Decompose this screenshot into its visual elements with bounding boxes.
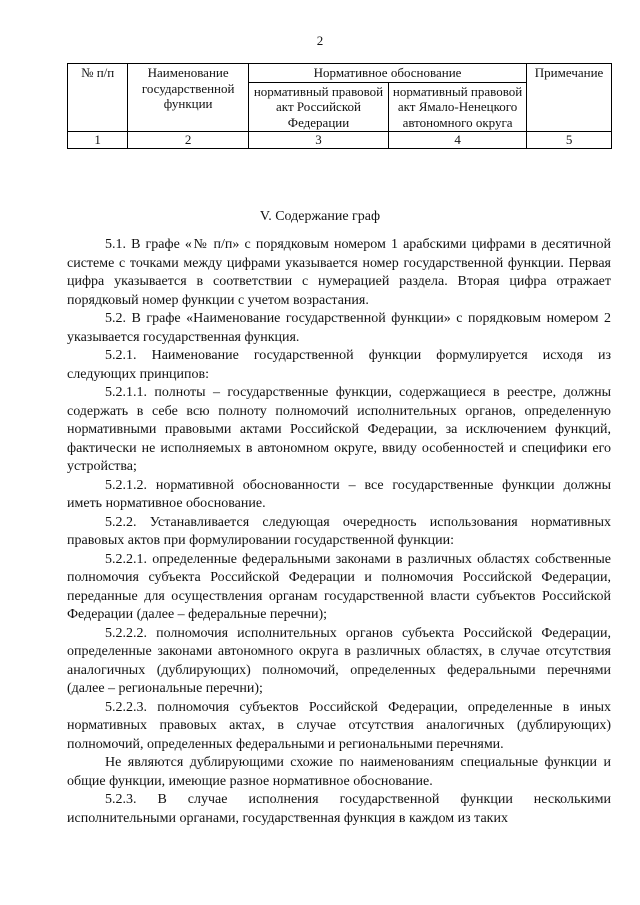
col-basis-rf-header: нормативный правовой акт Российской Федерации (248, 82, 388, 132)
paragraph-5-2-3: 5.2.3. В случае исполнения государственной функции несколькими исполнительными органами, государственная функция в каждом из таких (67, 792, 611, 826)
paragraph-5-1: 5.1. В графе «№ п/п» с порядковым номером 1 арабскими цифрами в десятичной системе с точками между цифрами указывается номер государственной функции. Первая цифра указывается в соответствии с нумерацией раздела. Вторая цифра отражает порядковый номер функции с учетом возрастания. (67, 237, 611, 308)
paragraph-5-2-1-2: 5.2.1.2. нормативной обоснованности – все государственные функции должны иметь нормативное обоснование. (67, 477, 611, 511)
paragraph-5-2-2: 5.2.2. Устанавливается следующая очередность использования нормативных правовых актов при формулировании государственной функции: (67, 514, 611, 548)
paragraph-5-2-2-2: 5.2.2.2. полномочия исполнительных органов субъекта Российской Федерации, определенные законами автономного округа в различных областях, в случае отсутствия аналогичных (дублирующих) полномочий, определенных федеральными перечнями (далее – региональные перечни); (67, 625, 611, 696)
col-number-3: 3 (248, 132, 388, 149)
page-number: 2 (316, 33, 324, 48)
paragraph-5-2-1-1: 5.2.1.1. полноты – государственные функции, содержащиеся в реестре, должны содержать в себе всю полноту полномочий исполнительных органов, определенную нормативными правовыми актами Российской Федерации, за исключением функций, фактически не исполняемых в автономном округе, ввиду особенностей и специфики его устройства; (67, 385, 611, 474)
col-num-header: № п/п (68, 64, 128, 132)
col-number-4: 4 (389, 132, 527, 149)
paragraph-note: Не являются дублирующими схожие по наименованиям специальные функции и общие функции, имеющие разное нормативное обоснование. (67, 755, 611, 789)
col-number-5: 5 (527, 132, 612, 149)
col-note-header: Примечание (527, 64, 612, 132)
col-basis-header: Нормативное обоснование (248, 64, 526, 83)
paragraph-5-2-2-3: 5.2.2.3. полномочия субъектов Российской Федерации, определенные в иных нормативных правовых актах, в случае отсутствия аналогичных (дублирующих) полномочий, определенных федеральными и региональными перечнями. (67, 699, 611, 752)
paragraph-5-2-2-1: 5.2.2.1. определенные федеральными законами в различных областях собственные полномочия субъекта Российской Федерации и полномочия Российской Федерации, переданные для осуществления органам государственной власти субъектов Российской Федерации (далее – федеральные перечни); (67, 551, 611, 622)
col-basis-yanao-header: нормативный правовой акт Ямало-Ненецкого автономного округа (389, 82, 527, 132)
col-number-2: 2 (128, 132, 249, 149)
paragraph-5-2-1: 5.2.1. Наименование государственной функции формулируется исходя из следующих принципов: (67, 348, 611, 382)
col-number-1: 1 (68, 132, 128, 149)
section-title: V. Содержание граф (259, 209, 381, 224)
col-name-header: Наименование государственной функции (128, 64, 249, 132)
table-header (67, 63, 612, 149)
body-text (67, 236, 611, 828)
paragraph-5-2: 5.2. В графе «Наименование государственной функции» с порядковым номером 2 указывается государственная функция. (67, 311, 611, 345)
